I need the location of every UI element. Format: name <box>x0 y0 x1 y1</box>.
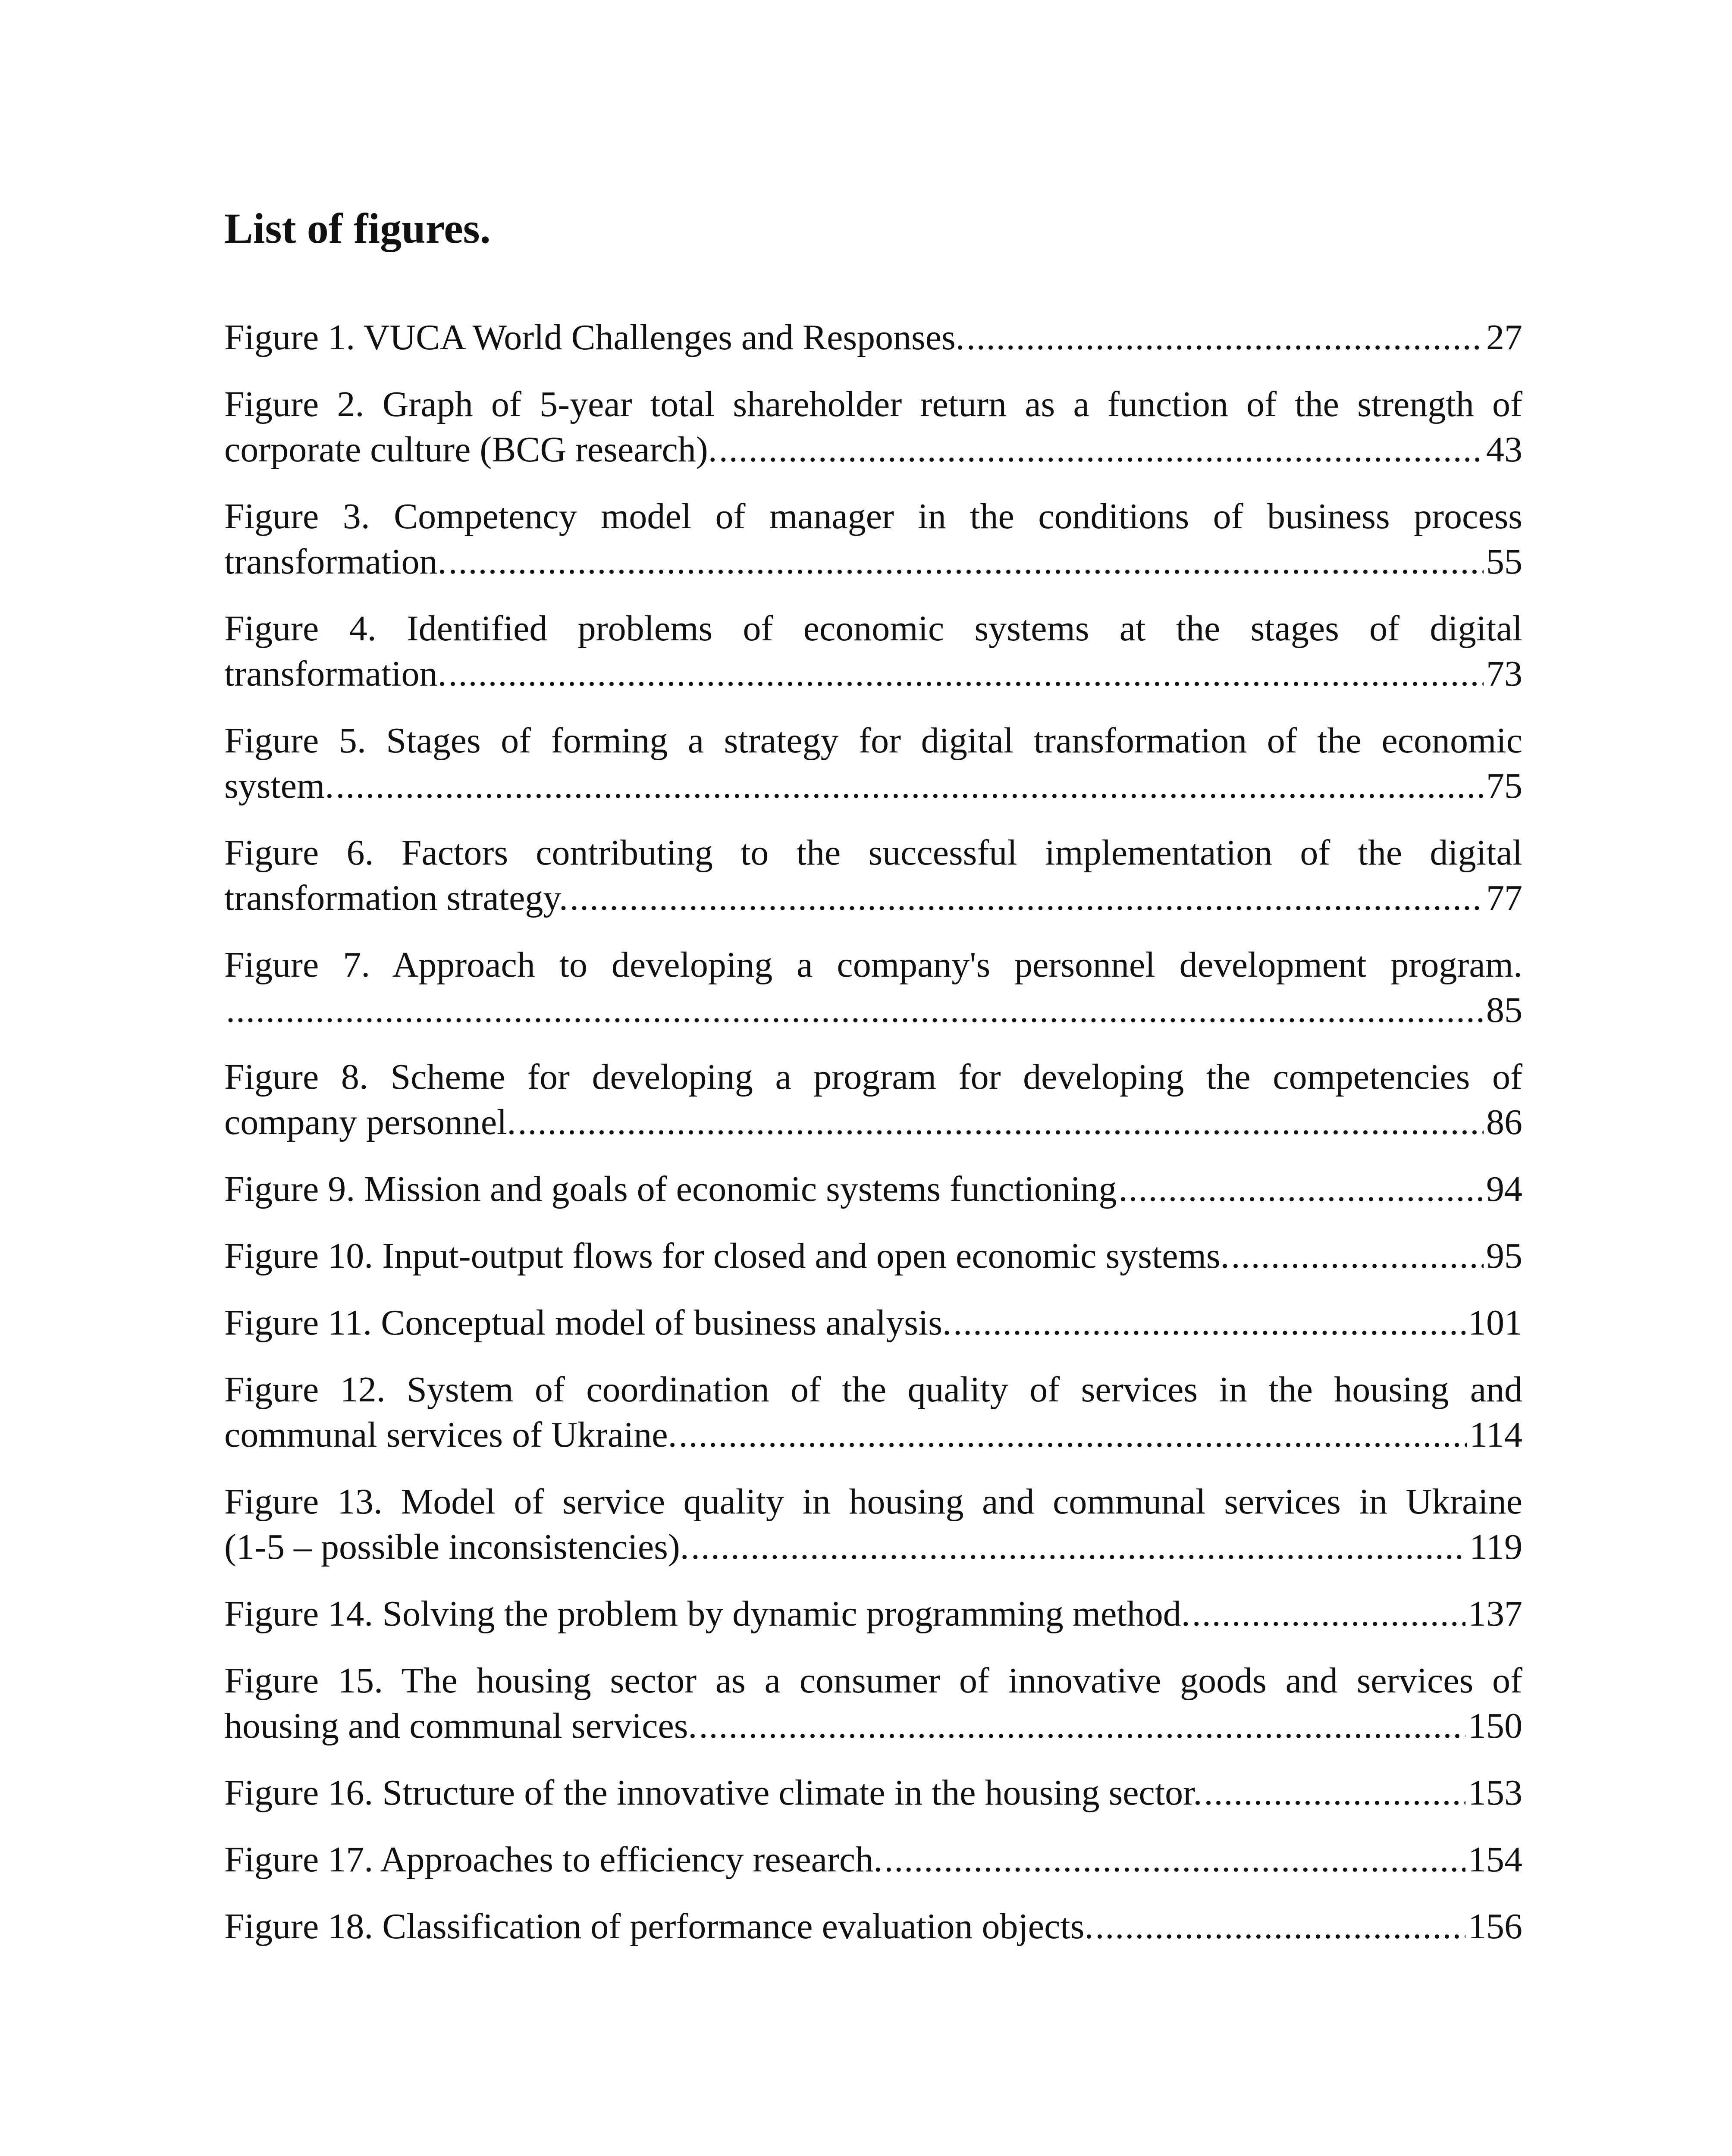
figure-entry-10 <box>224 1233 1522 1279</box>
entry-title: transformation. <box>224 542 447 582</box>
entry-page-number: 85 <box>1486 990 1522 1030</box>
entry-page-number: 43 <box>1486 429 1522 470</box>
figure-entry-14 <box>224 1591 1522 1636</box>
entry-title: company personnel. <box>224 1102 516 1142</box>
entry-last-line <box>224 1524 1522 1570</box>
entry-last-line <box>224 1904 1522 1949</box>
entry-page-number: 86 <box>1486 1102 1522 1142</box>
entry-last-line <box>224 1166 1522 1212</box>
entry-first-line: Figure 12. System of coordination of the quality of services in the housing and <box>224 1369 1522 1410</box>
figure-entry-18 <box>224 1904 1522 1949</box>
figure-entry-16 <box>224 1770 1522 1815</box>
dot-leader <box>1093 1904 1465 1949</box>
dot-leader <box>447 539 1484 584</box>
figures-list <box>224 315 1522 1949</box>
figure-entry-15 <box>224 1658 1522 1749</box>
figure-entry-17 <box>224 1837 1522 1882</box>
figure-entry-12 <box>224 1367 1522 1457</box>
entry-first-line: Figure 13. Model of service quality in housing and communal services in Ukraine <box>224 1482 1522 1522</box>
figure-entry-11 <box>224 1300 1522 1345</box>
entry-last-line <box>224 763 1522 808</box>
entry-first-line: Figure 15. The housing sector as a consumer of innovative goods and services of <box>224 1661 1522 1701</box>
entry-page-number: 94 <box>1486 1169 1522 1209</box>
entry-first-line: Figure 4. Identified problems of economic systems at the stages of digital <box>224 608 1522 649</box>
dot-leader <box>689 1524 1467 1570</box>
entry-title: system. <box>224 766 334 806</box>
figure-entry-4 <box>224 606 1522 696</box>
entry-first-line: Figure 5. Stages of forming a strategy for digital transformation of the economic <box>224 721 1522 761</box>
entry-page-number: 95 <box>1486 1236 1522 1276</box>
entry-title: Figure 18. Classification of performance evaluation objects. <box>224 1906 1094 1946</box>
figure-entry-2 <box>224 382 1522 472</box>
entry-page-number: 77 <box>1486 878 1522 918</box>
entry-first-line: Figure 6. Factors contributing to the successful implementation of the digital <box>224 833 1522 873</box>
entry-last-line <box>224 315 1522 360</box>
dot-leader <box>697 1703 1465 1749</box>
entry-last-line <box>224 427 1522 472</box>
dot-leader <box>717 427 1484 472</box>
dot-leader <box>1117 1166 1484 1212</box>
dot-leader <box>951 1300 1465 1345</box>
entry-page-number: 27 <box>1486 317 1522 357</box>
entry-last-line <box>224 1233 1522 1279</box>
figure-entry-13 <box>224 1479 1522 1570</box>
entry-title: Figure 10. Input-output flows for closed and open economic systems. <box>224 1236 1230 1276</box>
entry-title: Figure 1. VUCA World Challenges and Responses. <box>224 317 965 357</box>
dot-leader <box>965 315 1484 360</box>
figure-entry-5 <box>224 718 1522 808</box>
entry-title: transformation strategy. <box>224 878 568 918</box>
entry-last-line <box>224 651 1522 696</box>
entry-first-line: Figure 8. Scheme for developing a program for developing the competencies of <box>224 1057 1522 1097</box>
dot-leader <box>1202 1770 1465 1815</box>
figure-entry-7 <box>224 942 1522 1033</box>
entry-last-line <box>224 539 1522 584</box>
dot-leader <box>447 651 1484 696</box>
entry-page-number: 119 <box>1469 1527 1522 1567</box>
entry-page-number: 154 <box>1468 1839 1522 1880</box>
entry-title: corporate culture (BCG research). <box>224 429 717 470</box>
entry-last-line <box>224 1770 1522 1815</box>
entry-page-number: 156 <box>1468 1906 1522 1946</box>
entry-page-number: 114 <box>1469 1415 1522 1455</box>
entry-last-line <box>224 1591 1522 1636</box>
dot-leader <box>882 1837 1465 1882</box>
dot-leader <box>516 1100 1484 1145</box>
entry-page-number: 75 <box>1486 766 1522 806</box>
figure-entry-1 <box>224 315 1522 360</box>
figure-entry-3 <box>224 494 1522 584</box>
page-title: List of figures. <box>224 204 491 252</box>
entry-last-line <box>224 1703 1522 1749</box>
figure-entry-8 <box>224 1054 1522 1145</box>
entry-page-number: 150 <box>1468 1706 1522 1746</box>
entry-title: transformation. <box>224 654 447 694</box>
entry-page-number: 101 <box>1468 1303 1522 1343</box>
entry-last-line <box>224 987 1522 1033</box>
figure-entry-6 <box>224 830 1522 921</box>
dot-leader <box>1190 1591 1465 1636</box>
entry-page-number: 137 <box>1468 1594 1522 1634</box>
entry-title: (1-5 – possible inconsistencies). <box>224 1527 689 1567</box>
entry-title: Figure 16. Structure of the innovative climate in the housing sector. <box>224 1773 1202 1813</box>
dot-leader <box>224 987 1484 1033</box>
entry-title: Figure 17. Approaches to efficiency research. <box>224 1839 883 1880</box>
entry-title: housing and communal services. <box>224 1706 697 1746</box>
entry-title: communal services of Ukraine. <box>224 1415 677 1455</box>
figure-entry-9 <box>224 1166 1522 1212</box>
entry-last-line <box>224 875 1522 921</box>
dot-leader <box>1230 1233 1484 1279</box>
entry-title: Figure 9. Mission and goals of economic systems functioning <box>224 1169 1117 1209</box>
entry-last-line <box>224 1412 1522 1457</box>
entry-last-line <box>224 1300 1522 1345</box>
entry-title: Figure 14. Solving the problem by dynamic programming method. <box>224 1594 1190 1634</box>
entry-first-line: Figure 3. Competency model of manager in the conditions of business process <box>224 496 1522 536</box>
entry-first-line: Figure 2. Graph of 5-year total shareholder return as a function of the strength of <box>224 384 1522 424</box>
dot-leader <box>568 875 1484 921</box>
entry-last-line <box>224 1100 1522 1145</box>
entry-first-line: Figure 7. Approach to developing a company's personnel development program. <box>224 945 1522 985</box>
entry-page-number: 73 <box>1486 654 1522 694</box>
entry-last-line <box>224 1837 1522 1882</box>
dot-leader <box>677 1412 1467 1457</box>
entry-title: Figure 11. Conceptual model of business analysis. <box>224 1303 951 1343</box>
entry-page-number: 55 <box>1486 542 1522 582</box>
entry-page-number: 153 <box>1468 1773 1522 1813</box>
dot-leader <box>334 763 1484 808</box>
